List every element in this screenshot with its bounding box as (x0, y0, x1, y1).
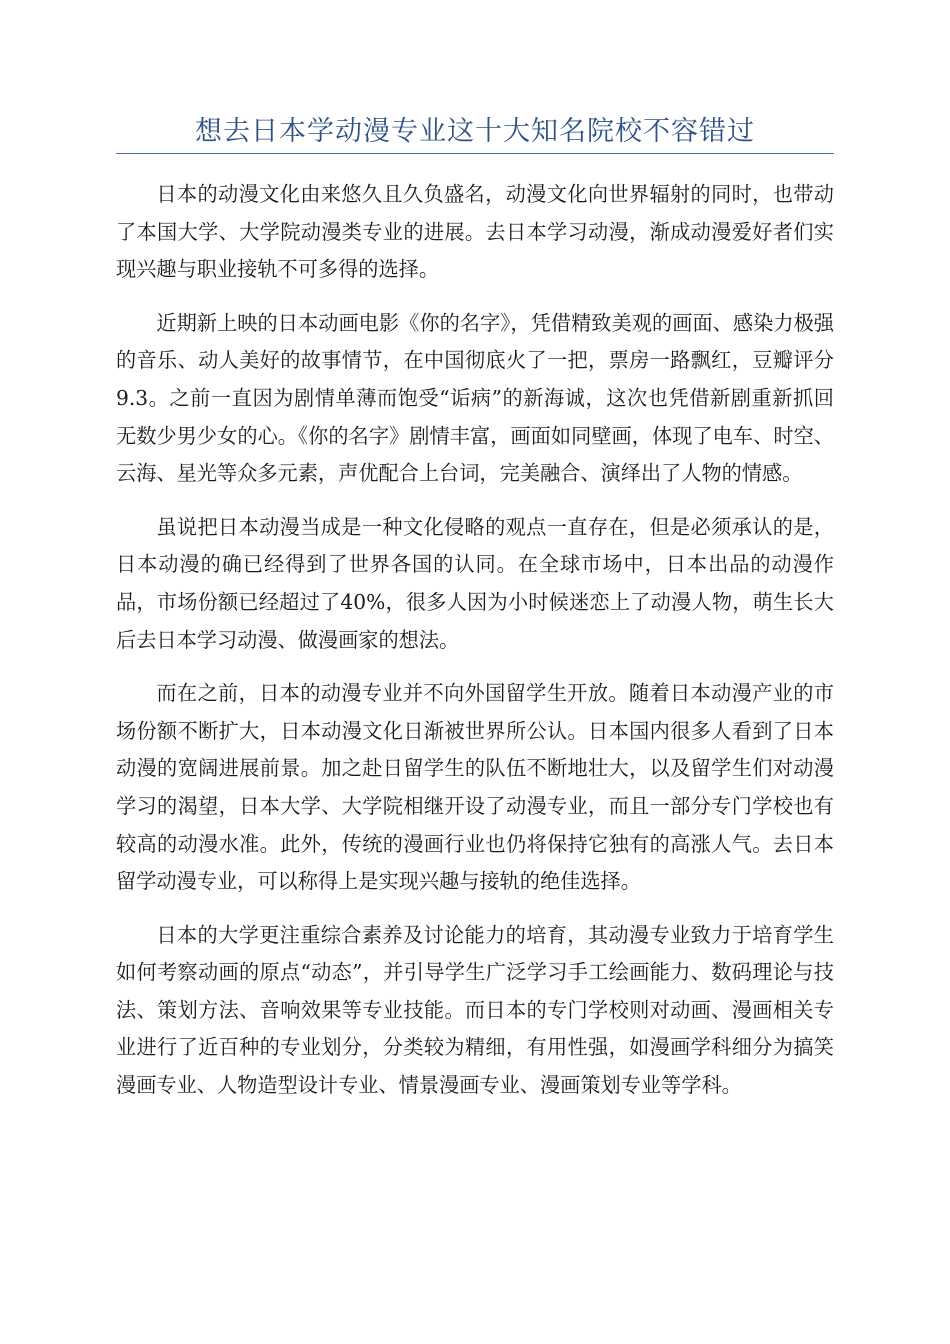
paragraph-5: 日本的大学更注重综合素养及讨论能力的培育，其动漫专业致力于培育学生如何考察动画的原点“动态”，并引导学生广泛学习手工绘画能力、数码理论与技法、策划方法、音响效果等专业技能。而日本的专门学校则对动画、漫画相关专业进行了近百种的专业划分，分类较为精细，有用性强，如漫画学科细分为搞笑漫画专业、人物造型设计专业、情景漫画专业、漫画策划专业等学科。 (116, 922, 834, 1098)
document-page (116, 112, 834, 1105)
paragraph-4: 而在之前，日本的动漫专业并不向外国留学生开放。随着日本动漫产业的市场份额不断扩大，日本动漫文化日渐被世界所公认。日本国内很多人看到了日本动漫的宽阔进展前景。加之赴日留学生的队伍不断地壮大，以及留学生们对动漫学习的渴望，日本大学、大学院相继开设了动漫专业，而且一部分专门学校也有较高的动漫水准。此外，传统的漫画行业也仍将保持它独有的高涨人气。去日本留学动漫专业，可以称得上是实现兴趣与接轨的绝佳选择。 (116, 681, 834, 894)
title-underline (116, 153, 834, 154)
document-title: 想去日本学动漫专业这十大知名院校不容错过 (195, 116, 755, 147)
paragraph-2: 近期新上映的日本动画电影《你的名字》，凭借精致美观的画面、感染力极强的音乐、动人美好的故事情节，在中国彻底火了一把，票房一路飘红，豆瓣评分9.3。之前一直因为剧情单薄而饱受“诟病”的新海诚，这次也凭借新剧重新抓回无数少男少女的心。《你的名字》剧情丰富，画面如同壁画，体现了电车、时空、云海、星光等众多元素，声优配合上台词，完美融合、演绎出了人物的情感。 (116, 310, 834, 486)
paragraph-3: 虽说把日本动漫当成是一种文化侵略的观点一直存在，但是必须承认的是，日本动漫的确已经得到了世界各国的认同。在全球市场中，日本出品的动漫作品，市场份额已经超过了40%，很多人因为小时候迷恋上了动漫人物，萌生长大后去日本学习动漫、做漫画家的想法。 (116, 514, 834, 652)
paragraph-1: 日本的动漫文化由来悠久且久负盛名，动漫文化向世界辐射的同时，也带动了本国大学、大学院动漫类专业的进展。去日本学习动漫，渐成动漫爱好者们实现兴趣与职业接轨不可多得的选择。 (116, 182, 834, 282)
